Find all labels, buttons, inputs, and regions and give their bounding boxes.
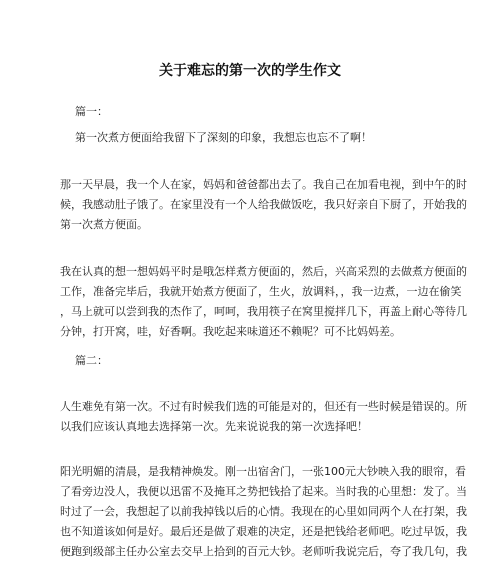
paragraph-line: 阳光明媚的清晨，是我精神焕发。刚一出宿舍门，一张100元大钞映入我的眼帘，看 (60, 465, 466, 478)
paragraph-line: 人生难免有第一次。不过有时候我们选的可能是对的，但还有一些时候是错误的。所 (60, 400, 467, 413)
document-title: 关于难忘的第一次的学生作文 (159, 63, 341, 79)
paragraph-5 (60, 462, 467, 562)
heading-part-2: 篇二： (75, 354, 108, 367)
paragraph-line: 那一天早晨，我一个人在家，妈妈和爸爸都出去了。我自己在加看电视，到中午的时 (60, 178, 467, 191)
heading-part-1: 篇一： (75, 105, 108, 118)
paragraph-line: 工作，准备完毕后，我就开始煮方便面了，生火，放调料，，我一边煮，一边在偷笑 (60, 285, 462, 298)
paragraph-line: 也不知道该如何是好。最后还是做了艰难的决定，还是把钱给老师吧。吃过早饭，我 (60, 525, 467, 538)
paragraph-line: 第一次煮方便面给我留下了深刻的印象，我想忘也忘不了啊！ (75, 131, 372, 144)
paragraph-line: 了看旁边没人，我便以迅雷不及掩耳之势把钱拾了起来。当时我的心里想：发了。当 (60, 485, 467, 498)
paragraph-line: 时过了一会，我想起了以前我掉钱以后的心情。我现在的心里如同两个人在打架，我 (60, 505, 467, 518)
paragraph-line: 候，我感动肚子饿了。在家里没有一个人给我做饭吃，我只好亲自下厨了，开始我的 (60, 198, 467, 211)
paragraph-line: 分钟，打开窝，哇，好香啊。我吃起来味道还不赖呢？可不比妈妈差。 (60, 325, 401, 338)
paragraph-1 (75, 128, 455, 148)
paragraph-line: 我在认真的想一想妈妈平时是哦怎样煮方便面的，然后，兴高采烈的去做煮方便面的 (60, 265, 467, 278)
paragraph-3 (60, 262, 467, 342)
paragraph-2 (60, 175, 467, 235)
paragraph-line: 第一次煮方便面。 (60, 218, 148, 231)
paragraph-line: 便跑到级部主任办公室去交早上拾到的百元大钞。老师听我说完后，夸了我几句，我 (60, 545, 467, 558)
paragraph-4 (60, 397, 467, 437)
paragraph-line: 以我们应该认真地去选择第一次。先来说说我的第一次选择吧！ (60, 420, 368, 433)
paragraph-line: ，马上就可以尝到我的杰作了，呵呵，我用筷子在窝里搅拌几下，再盖上耐心等待几 (60, 305, 467, 318)
